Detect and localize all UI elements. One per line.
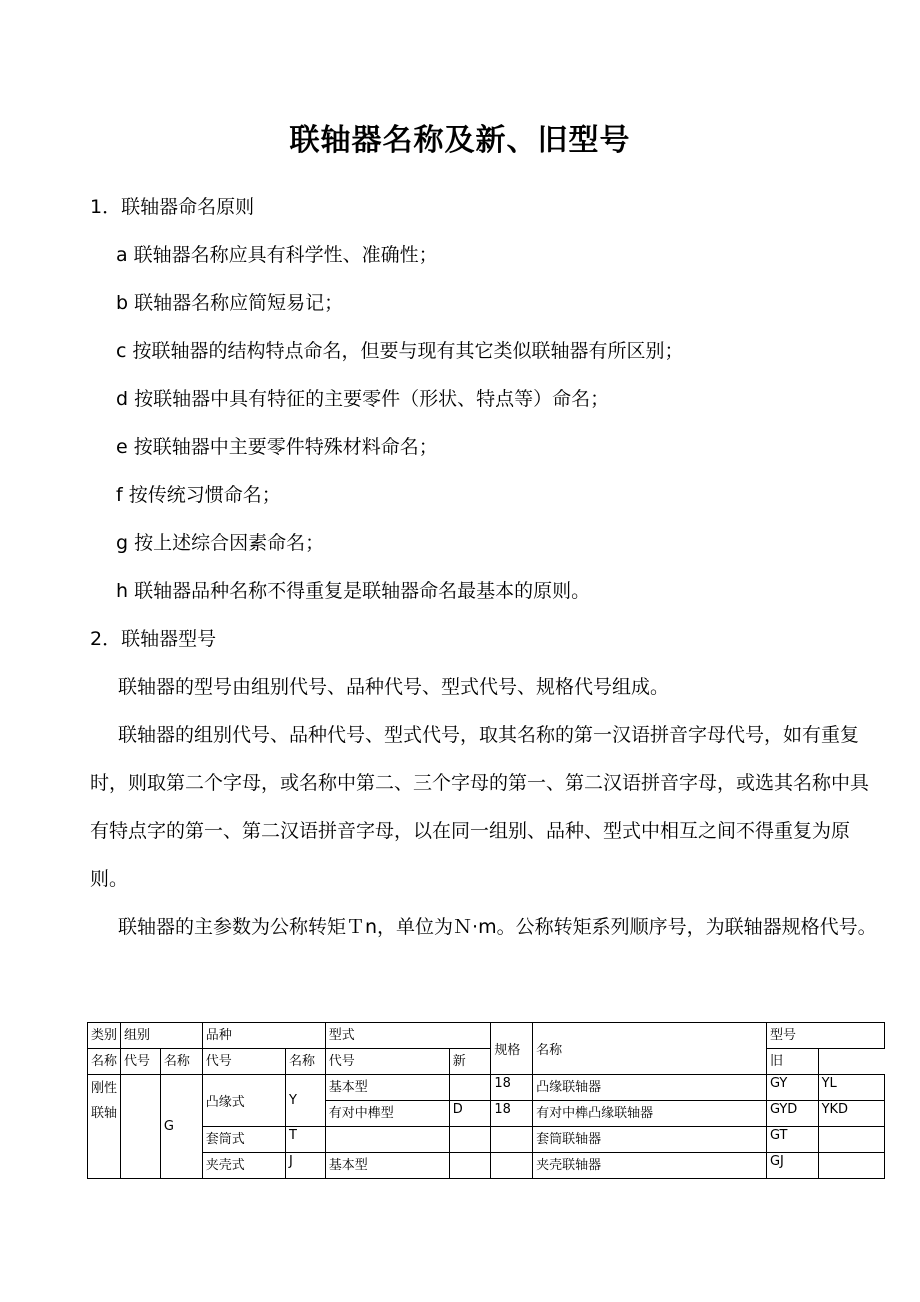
variety-name-cell: 套筒式	[202, 1127, 285, 1153]
spec-cell: 18	[491, 1101, 533, 1127]
rule-item-e: e 按联轴器中主要零件特殊材料命名；	[116, 436, 438, 458]
variety-header: 品种	[202, 1023, 325, 1049]
table-row	[88, 1075, 885, 1101]
style-code-header: 代号	[325, 1049, 449, 1075]
rule-item-h: h 联轴器品种名称不得重复是联轴器命名最基本的原则。	[116, 580, 591, 602]
old-model-header: 旧	[766, 1049, 818, 1075]
rule-item-g: g 按上述综合因素命名；	[116, 532, 325, 554]
coupling-name-cell: 夹壳联轴器	[533, 1153, 767, 1179]
category-cell: 刚性联轴	[88, 1075, 121, 1179]
variety-name-cell: 凸缘式	[202, 1075, 285, 1127]
variety-name-header: 名称	[160, 1049, 202, 1075]
old-model-cell: YL	[818, 1075, 884, 1101]
group-code-cell: G	[160, 1075, 202, 1179]
old-model-cell	[818, 1153, 884, 1179]
style-code-cell: D	[449, 1101, 491, 1127]
style-name-cell: 基本型	[325, 1075, 449, 1101]
coupling-name-cell: 凸缘联轴器	[533, 1075, 767, 1101]
style-code-cell	[449, 1127, 491, 1153]
old-model-cell: YKD	[818, 1101, 884, 1127]
style-name-cell	[325, 1127, 449, 1153]
section2-heading: 2．联轴器型号	[90, 628, 217, 650]
table-row	[88, 1127, 885, 1153]
group-name-cell	[121, 1075, 161, 1179]
section1-heading: 1．联轴器命名原则	[90, 196, 255, 218]
style-code-cell	[449, 1075, 491, 1101]
group-code-header: 代号	[121, 1049, 161, 1075]
variety-name-cell: 夹壳式	[202, 1153, 285, 1179]
page-title: 联轴器名称及新、旧型号	[289, 123, 631, 158]
paragraph-code-rules: 联轴器的组别代号、品种代号、型式代号，取其名称的第一汉语拼音字母代号，如有重复时，则取第二个字母，或名称中第二、三个字母的第一、第二汉语拼音字母，或选其名称中具有特点字的第一、第二汉语拼音字母，以在同一组别、品种、型式中相互之间不得重复为原则。	[90, 724, 870, 890]
style-header: 型式	[325, 1023, 491, 1049]
variety-code-cell: J	[285, 1153, 325, 1179]
new-model-cell: GYD	[766, 1101, 818, 1127]
variety-code-header: 代号	[202, 1049, 285, 1075]
style-name-cell: 有对中榫型	[325, 1101, 449, 1127]
style-code-cell	[449, 1153, 491, 1179]
table-header-row	[88, 1023, 885, 1049]
new-model-cell: GJ	[766, 1153, 818, 1179]
category-header: 类别	[88, 1023, 121, 1049]
variety-code-cell: Y	[285, 1075, 325, 1127]
style-name-cell: 基本型	[325, 1153, 449, 1179]
group-header: 组别	[121, 1023, 203, 1049]
coupling-name-cell: 有对中榫凸缘联轴器	[533, 1101, 767, 1127]
model-header: 型号	[766, 1023, 884, 1049]
rule-item-f: f 按传统习惯命名；	[116, 484, 281, 506]
spec-cell: 18	[491, 1075, 533, 1101]
coupling-name-cell: 套筒联轴器	[533, 1127, 767, 1153]
variety-code-cell: T	[285, 1127, 325, 1153]
rule-item-d: d 按联轴器中具有特征的主要零件（形状、特点等）命名；	[116, 388, 610, 410]
spec-cell	[491, 1153, 533, 1179]
rule-item-b: b 联轴器名称应简短易记；	[116, 292, 344, 314]
paragraph-main-parameter: 联轴器的主参数为公称转矩Ｔn，单位为Ｎ·m。公称转矩系列顺序号，为联轴器规格代号。	[118, 916, 877, 938]
rule-item-c: c 按联轴器的结构特点命名，但要与现有其它类似联轴器有所区别；	[116, 340, 684, 362]
new-model-cell: GT	[766, 1127, 818, 1153]
paragraph-composition: 联轴器的型号由组别代号、品种代号、型式代号、规格代号组成。	[118, 676, 670, 698]
group-name-header: 名称	[88, 1049, 121, 1075]
rule-item-a: a 联轴器名称应具有科学性、准确性；	[116, 244, 438, 266]
old-model-cell	[818, 1127, 884, 1153]
model-table	[87, 1022, 885, 1179]
new-model-cell: GY	[766, 1075, 818, 1101]
spec-header: 规格	[491, 1023, 533, 1075]
style-name-header: 名称	[285, 1049, 325, 1075]
name-header: 名称	[533, 1023, 767, 1075]
table-row	[88, 1153, 885, 1179]
spec-cell	[491, 1127, 533, 1153]
new-model-header: 新	[449, 1049, 491, 1075]
